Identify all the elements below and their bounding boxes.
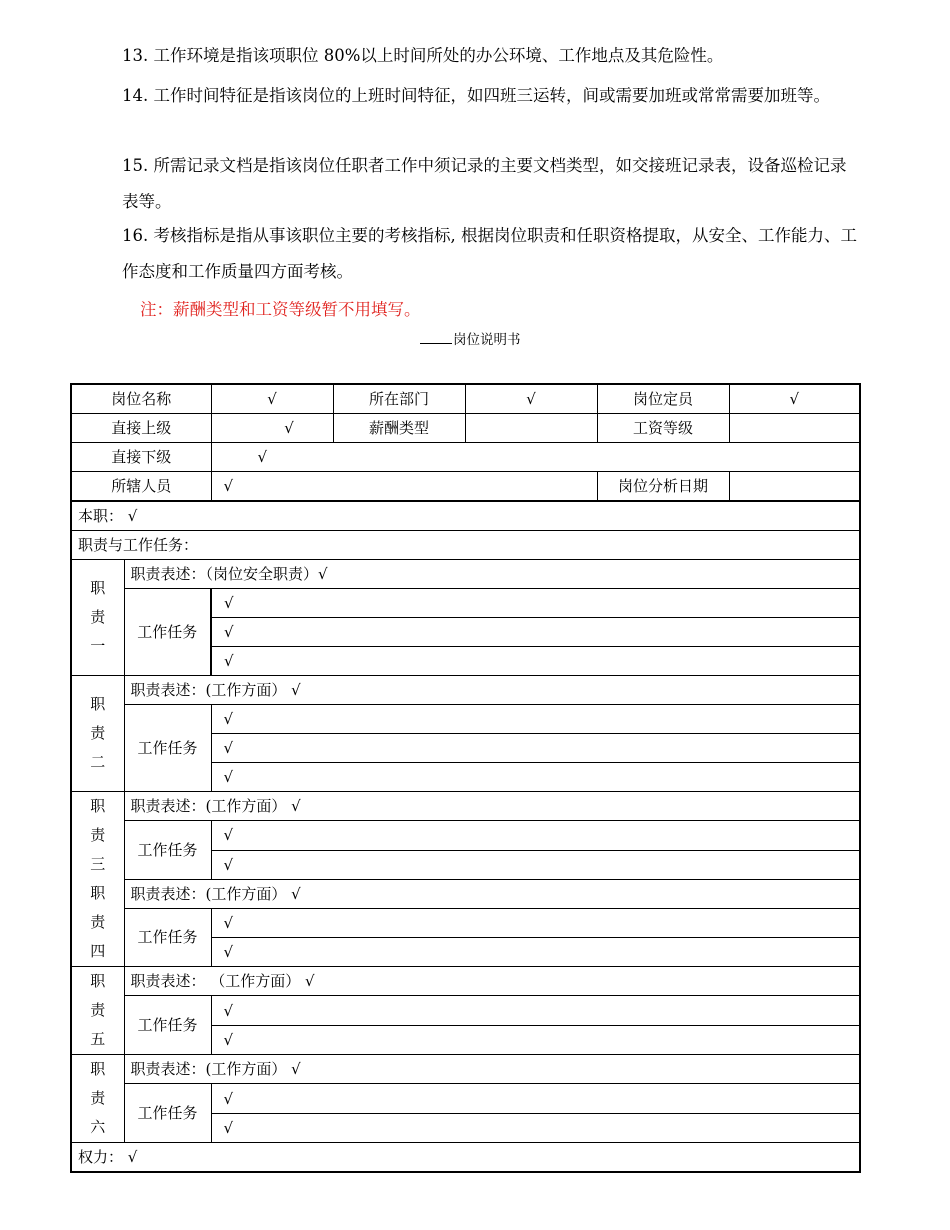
row-staff bbox=[71, 472, 860, 502]
title-blank-line bbox=[420, 331, 452, 344]
authority-cell: 权力： √ bbox=[71, 1143, 860, 1173]
duty4-task-2: √ bbox=[211, 938, 860, 967]
value-department: √ bbox=[465, 384, 597, 414]
duty3-task-2: √ bbox=[211, 850, 860, 879]
label-headcount: 岗位定员 bbox=[597, 384, 729, 414]
duty6-desc-row bbox=[71, 1055, 860, 1084]
row-job-title bbox=[71, 501, 860, 531]
duty2-task-label: 工作任务 bbox=[124, 705, 211, 792]
duty4-task-label: 工作任务 bbox=[124, 908, 211, 967]
label-wage-grade: 工资等级 bbox=[597, 414, 729, 443]
instruction-14: 14. 工作时间特征是指该岗位的上班时间特征，如四班三运转，间或需要加班或常常需要加班等。 bbox=[122, 86, 830, 105]
instruction-16: 16. 考核指标是指从事该职位主要的考核指标, 根据岗位职责和任职资格提取，从安全、工作能力、工作态度和工作质量四方面考核。 bbox=[122, 226, 857, 281]
job-description-table bbox=[70, 383, 861, 1173]
duty3-task-row bbox=[71, 821, 860, 851]
duty3-task-1: √ bbox=[211, 821, 860, 851]
duty1-task-1: √ bbox=[211, 589, 860, 618]
label-superior: 直接上级 bbox=[71, 414, 211, 443]
instruction-13: 13. 工作环境是指该项职位 80%以上时间所处的办公环境、工作地点及其危险性。 bbox=[122, 46, 724, 65]
duty2-desc-row bbox=[71, 676, 860, 705]
red-note: 注：薪酬类型和工资等级暂不用填写。 bbox=[140, 300, 421, 319]
duty6-desc: 职责表述：(工作方面） √ bbox=[124, 1055, 860, 1084]
duty4-task-1: √ bbox=[211, 908, 860, 938]
label-analysis-date: 岗位分析日期 bbox=[597, 472, 729, 502]
duty1-task-3: √ bbox=[211, 647, 860, 676]
value-superior: √ bbox=[211, 414, 333, 443]
duty3-task-label: 工作任务 bbox=[124, 821, 211, 880]
label-staff: 所辖人员 bbox=[71, 472, 211, 502]
duty2-label: 职 责 二 bbox=[71, 676, 124, 792]
duty3-desc-row bbox=[71, 792, 860, 821]
value-position-name: √ bbox=[211, 384, 333, 414]
row-superior bbox=[71, 414, 860, 443]
duty5-task-2: √ bbox=[211, 1026, 860, 1055]
duty6-label: 职 责 六 bbox=[71, 1055, 124, 1143]
duty6-task-row bbox=[71, 1084, 860, 1114]
label-salary-type: 薪酬类型 bbox=[333, 414, 465, 443]
value-wage-grade bbox=[729, 414, 860, 443]
duty6-task-label: 工作任务 bbox=[124, 1084, 211, 1143]
duty5-task-row bbox=[71, 996, 860, 1026]
duty1-desc: 职责表述：（岗位安全职责）√ bbox=[124, 560, 860, 589]
title-text: 岗位说明书 bbox=[453, 332, 521, 348]
duty2-task-3: √ bbox=[211, 763, 860, 792]
duty6-task-1: √ bbox=[211, 1084, 860, 1114]
duty1-label: 职 责 一 bbox=[71, 560, 124, 676]
duties-heading-cell: 职责与工作任务： bbox=[71, 531, 860, 560]
duty2-task-1: √ bbox=[211, 705, 860, 734]
value-subordinate: √ bbox=[211, 443, 860, 472]
value-staff: √ bbox=[211, 472, 597, 502]
duty1-task-2: √ bbox=[211, 618, 860, 647]
duty2-task-2: √ bbox=[211, 734, 860, 763]
duty4-desc-row bbox=[71, 879, 860, 908]
value-analysis-date bbox=[729, 472, 860, 502]
duty1-desc-row bbox=[71, 560, 860, 589]
label-position-name: 岗位名称 bbox=[71, 384, 211, 414]
duty4-desc: 职责表述：(工作方面） √ bbox=[124, 879, 860, 908]
job-title-cell: 本职： √ bbox=[71, 501, 860, 531]
duty4-task-row bbox=[71, 908, 860, 938]
label-subordinate: 直接下级 bbox=[71, 443, 211, 472]
row-subordinate bbox=[71, 443, 860, 472]
duty2-desc: 职责表述：(工作方面） √ bbox=[124, 676, 860, 705]
row-duties-heading bbox=[71, 531, 860, 560]
duty5-desc: 职责表述： （工作方面） √ bbox=[124, 967, 860, 996]
label-department: 所在部门 bbox=[333, 384, 465, 414]
value-headcount: √ bbox=[729, 384, 860, 414]
duty1-task-row bbox=[71, 589, 860, 618]
instruction-15: 15. 所需记录文档是指该岗位任职者工作中须记录的主要文档类型，如交接班记录表，设备巡检记录表等。 bbox=[122, 156, 847, 211]
duty5-desc-row bbox=[71, 967, 860, 996]
duty1-task-label: 工作任务 bbox=[124, 589, 211, 676]
document-title bbox=[420, 330, 521, 350]
duty2-task-row bbox=[71, 705, 860, 734]
row-position bbox=[71, 384, 860, 414]
duty34-label: 职 责 三 职 责 四 bbox=[71, 792, 124, 967]
duty5-task-label: 工作任务 bbox=[124, 996, 211, 1055]
row-authority bbox=[71, 1143, 860, 1173]
duty5-label: 职 责 五 bbox=[71, 967, 124, 1055]
duty3-desc: 职责表述：(工作方面） √ bbox=[124, 792, 860, 821]
value-salary-type bbox=[465, 414, 597, 443]
duty5-task-1: √ bbox=[211, 996, 860, 1026]
duty6-task-2: √ bbox=[211, 1114, 860, 1143]
